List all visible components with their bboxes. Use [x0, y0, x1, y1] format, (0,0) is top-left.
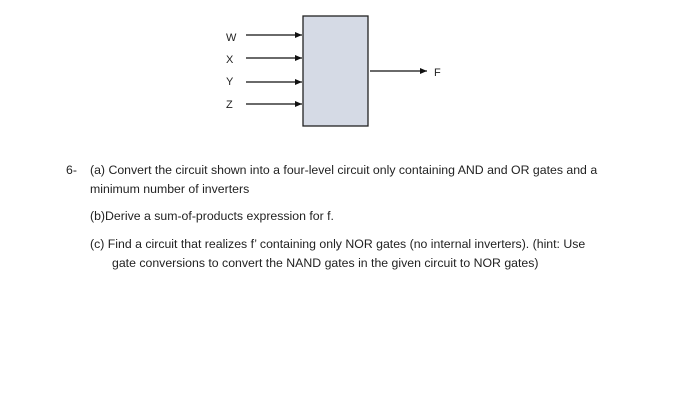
- part-c-line2: gate conversions to convert the NAND gates in the given circuit to NOR gates): [112, 256, 539, 270]
- input-label-y: Y: [226, 76, 234, 88]
- circuit-diagram: [0, 0, 700, 150]
- part-b: (b)Derive a sum-of-products expression for f.: [90, 209, 334, 223]
- part-a-line2: minimum number of inverters: [90, 182, 250, 196]
- input-label-w: W: [226, 32, 237, 44]
- input-label-x: X: [226, 54, 234, 66]
- circuit-box: [303, 16, 368, 126]
- part-a-line1: (a) Convert the circuit shown into a four-level circuit only containing AND and OR gates and a: [90, 163, 598, 177]
- input-label-z: Z: [226, 99, 233, 111]
- output-label-f: F: [434, 67, 441, 79]
- question-number: 6-: [66, 163, 77, 177]
- part-c-line1: (c) Find a circuit that realizes f’ containing only NOR gates (no internal inverters). (hint: Use: [90, 237, 586, 251]
